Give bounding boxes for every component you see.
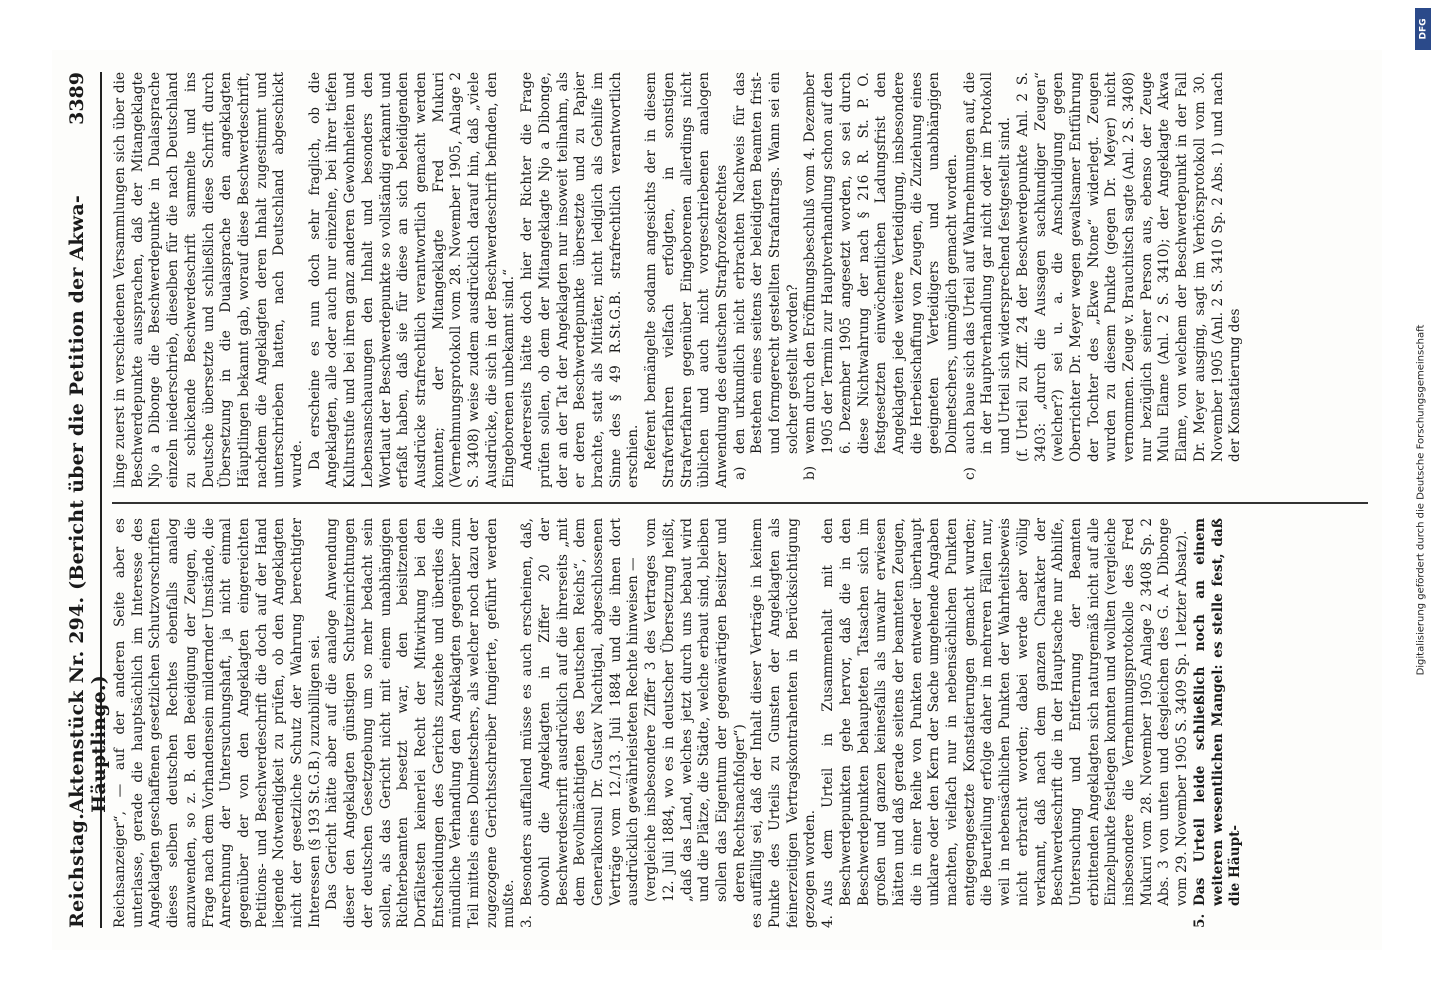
item-number: 4.: [820, 915, 837, 928]
paragraph: Referent bemängelte sodann angesichts der in diesem Strafverfahren vielfach erfolgten, in sonstigen Strafverfahren gegenüber Eingeborenen allerdings nicht üblichen und auch nicht vorgeschriebenen analogen Anwendung des deutschen Strafprozeßrechtes: [643, 72, 730, 488]
numbered-item: [1192, 518, 1245, 928]
left-column: [112, 518, 1368, 928]
item-number: 3.: [519, 915, 536, 928]
item-text: wenn durch den Eröffnungsbeschluß vom 4. Dezember 1905 der Termin zur Hauptverhandlung schon auf den 6. Dezember 1905 angesetzt worden, so sei durch diese Nichtwahrung der nach § 216 R. St. P. O. festgesetzten einwöchentlichen Ladungsfrist den Angeklagten jede weitere Verteidigung, insbesondere die Herbeischaffung von Zeugen, die Zuziehung eines geeigneten Verteidigers und unabhängigen Dolmetschers, unmöglich gemacht worden.: [802, 72, 961, 454]
item-text: Besonders auffallend müsse es auch erscheinen, daß, obwohl die Angeklagten in Ziffer 20 der Beschwerdeschrift ausdrücklich auf die ihrerseits „mit dem Bevollmächtigten des Deutschen Reichs“, dem Generalkonsul Dr. Gustav Nachtigal, abgeschlossenen Verträge vom 12./13. Juli 1884 und die ihnen dort ausdrücklich gewährleisteten Rechte hinweisen —: [519, 518, 642, 906]
column-divider: [112, 503, 1368, 505]
margin-note: [1412, 6, 1430, 994]
item-text: Das Urteil leide schließlich noch an einem weiteren wesentlichen Mangel: es stelle fest, daß die Häupt-: [1191, 518, 1244, 906]
numbered-item: [519, 518, 643, 928]
item-letter: c): [961, 467, 978, 480]
quotation: (f. Urteil zu Ziff. 24 der Beschwerdepunkte Anl. 2 S. 3403: „durch die Aussagen sachkundiger Zeugen“ (welcher?) sei u. a. die Anschuldigung gegen Oberrichter Dr. Meyer wegen gewaltsamer Entführung der Tochter des „Ekwe Ntone“ widerlegt. Zeugen wurden zu diesem Punkte (gegen Dr. Meyer) nicht vernommen. Zeuge v. Brauchitsch sagte (Anl. 2 S. 3408) nur bezüglich seiner Person aus, ebenso der Zeuge Mulu Elame (Anl. 2 S. 3410); der Angeklagte Akwa Elame, von welchem der Beschwerdepunkt in der Fall Dr. Meyer ausging, sagt im Verhörsprotokoll vom 30. November 1905 (Anl. 2 S. 3410 Sp. 2 Abs. 1) und nach der Konstatierung des: [1014, 72, 1244, 462]
item-text: Aus dem Urteil in Zusammenhalt mit den Beschwerdepunkten gehe hervor, daß die in den Beschwerdepunkten behaupteten Tatsachen sich im großen und ganzen keinesfalls als unwahr erwiesen hätten und daß gerade seitens der beamteten Zeugen, die in einer Reihe von Punkten entweder überhaupt unklare oder den Kern der Sache umgehende Angaben machten, vielfach nur in nebensächlichen Punkten entgegengesetzte Konstatierungen gemacht wurden; die Beurteilung erfolge daher in mehreren Fällen nur, weil in nebensächlichen Punkten der Wahrheitsbeweis nicht erbracht worden; dabei werde aber völlig verkannt, daß nach dem ganzen Charakter der Beschwerdeschrift die in der Hauptsache nur Abhilfe, Untersuchung und Entfernung der Beamten erbittenden Angeklagten sich naturgemäß nicht auf alle Einzelpunkte festlegen konnten und wollten (vergleiche insbesondere die Vernehmungsprotokolle des Fred Mukuri vom 28. November 1905 Anlage 2 3408 Sp. 2 Abs. 3 von unten und desgleichen des G. A. Dibonge vom 29. November 1905 S. 3409 Sp. 1 letzter Absatz).: [820, 518, 1191, 906]
item-number: 5.: [1191, 913, 1208, 928]
numbered-item: [820, 518, 1192, 928]
header-title: Aktenstück Nr. 294. (Bericht über die Petition der Akwa-Häuptlinge.): [66, 195, 110, 813]
paragraph: es auffällig sei, daß der Inhalt dieser Verträge in keinem Punkte des Urteils zu Gunsten der Angeklagten als feinerzeitigen Vertragskontrahenten in Berücksichtigung gezogen worden.: [749, 518, 819, 928]
quotation: (vergleiche insbesondere Ziffer 3 des Vertrages vom 12. Juli 1884, wo es in deutscher Übersetzung heißt, „daß das Land, welches jetzt durch uns bebaut wird und die Plätze, die Städte, welche erbaut sind, bleiben sollen das Eigentum der gegenwärtigen Besitzer und deren Rechtsnachfolger“): [643, 518, 748, 902]
right-column: [112, 72, 1368, 488]
lettered-item: [732, 72, 803, 488]
item-letter: a): [731, 466, 748, 480]
paragraph: Andererseits hätte doch hier der Richter die Frage prüfen sollen, ob dem der Mitangeklagte Njo a Dibonge, der an der Tat der Angeklagten nur insoweit teilnahm, als er deren Beschwerdepunkte übersetzte und zu Papier brachte, statt als Mittäter, nicht lediglich als Gehilfe im Sinne des § 49 R.St.G.B. strafrechtlich verantwortlich erschien.: [519, 72, 642, 488]
item-text: auch baue sich das Urteil auf Wahrnehmungen auf, die in der Hauptverhandlung gar nicht oder im Protokoll und Urteil sich widersprechend festgestellt sind.: [961, 72, 1014, 454]
header-left: Reichstag.: [66, 812, 88, 928]
item-letter: b): [802, 465, 819, 480]
lettered-item: [802, 72, 961, 488]
digitization-note: Digitalisierung gefördert durch die Deutsche Forschungsgemeinschaft: [1415, 324, 1427, 676]
paragraph: Da erscheine es nun doch sehr fraglich, ob die Angeklagten, alle oder auch nur einzelne, bei ihrer tiefen Kulturstufe und bei ihren ganz anderen Gewohnheiten und Lebensanschauungen den Inhalt und besonders den Wortlaut der Beschwerdepunkte so vollständig erkannt und erfaßt haben, daß sie für diese an sich beleidigenden Ausdrücke strafrechtlich verantwortlich gemacht werden konnten; der Mitangeklagte Fred Mukuri (Vernehmungsprotokoll vom 28. November 1905, Anlage 2 S. 3408) weise zudem ausdrücklich darauf hin, daß „viele Ausdrücke, die sich in der Beschwerdeschrift befinden, den Eingeborenen unbekannt sind.“: [306, 72, 518, 488]
page-number: 3389: [66, 72, 88, 125]
document-page: [52, 50, 1382, 950]
item-text: den urkundlich nicht erbrachten Nachweis für das Bestehen eines seitens der beleidigten Beamten frist- und formgerecht gestellten Strafantrags. Wann sei ein solcher gestellt worden?: [731, 72, 801, 454]
page-header: [66, 72, 110, 928]
paragraph: linge zuerst in verschiedenen Versammlungen sich über die Beschwerdepunkte aussprachen, daß der Mitangeklagte Njo a Dibonge die Beschwerdepunkte in Dualasprache einzeln niederschrieb, dieselben für die nach Deutschland zu schickende Beschwerdeschrift sammelte und ins Deutsche übersetzte und schließlich diese Schrift durch Übersetzung in die Dualasprache den angeklagten Häuptlingen bekannt gab, worauf diese Beschwerdeschrift, nachdem die Angeklagten deren Inhalt zugestimmt und unterschrieben hatten, nach Deutschland abgeschickt wurde.: [112, 72, 306, 488]
paragraph: Das Gericht hätte aber auf die analoge Anwendung dieser den Angeklagten günstigen Schutzeinrichtungen der deutschen Gesetzgebung um so mehr bedacht sein sollen, als das Gericht nicht mit einem unabhängigen Richterbeamten besetzt war, den beisitzenden Dorfältesten keinerlei Recht der Mitwirkung bei den Entscheidungen des Gerichts zustehe und überdies die mündliche Verhandlung den Angeklagten gegenüber zum Teil mittels eines Dolmetschers, als welcher noch dazu der zugezogene Gerichtsschreiber fungierte, geführt werden mußte.: [324, 518, 518, 928]
lettered-item: [962, 72, 1015, 488]
paragraph: Reichsanzeiger“, — auf der anderen Seite aber es unterlasse, gerade die hauptsächlich im Interesse des Angeklagten geschaffenen gesetzlichen Schutzvorschriften dieses selben deutschen Rechtes ebenfalls analog anzuwenden, so z. B. den Beeidigung der Zeugen, die Frage nach dem Vorhandensein mildernder Umstände, die Anrechnung der Untersuchungshaft, ja nicht einmal gegenüber der von den Angeklagten eingereichten Petitions- und Beschwerdeschrift die doch auf der Hand liegende Notwendigkeit zu prüfen, ob den Angeklagten nicht der gesetzliche Schutz der Wahrung berechtigter Interessen (§ 193 St.G.B.) zuzubilligen sei.: [112, 518, 323, 928]
logo-text: DFG: [1418, 18, 1429, 40]
